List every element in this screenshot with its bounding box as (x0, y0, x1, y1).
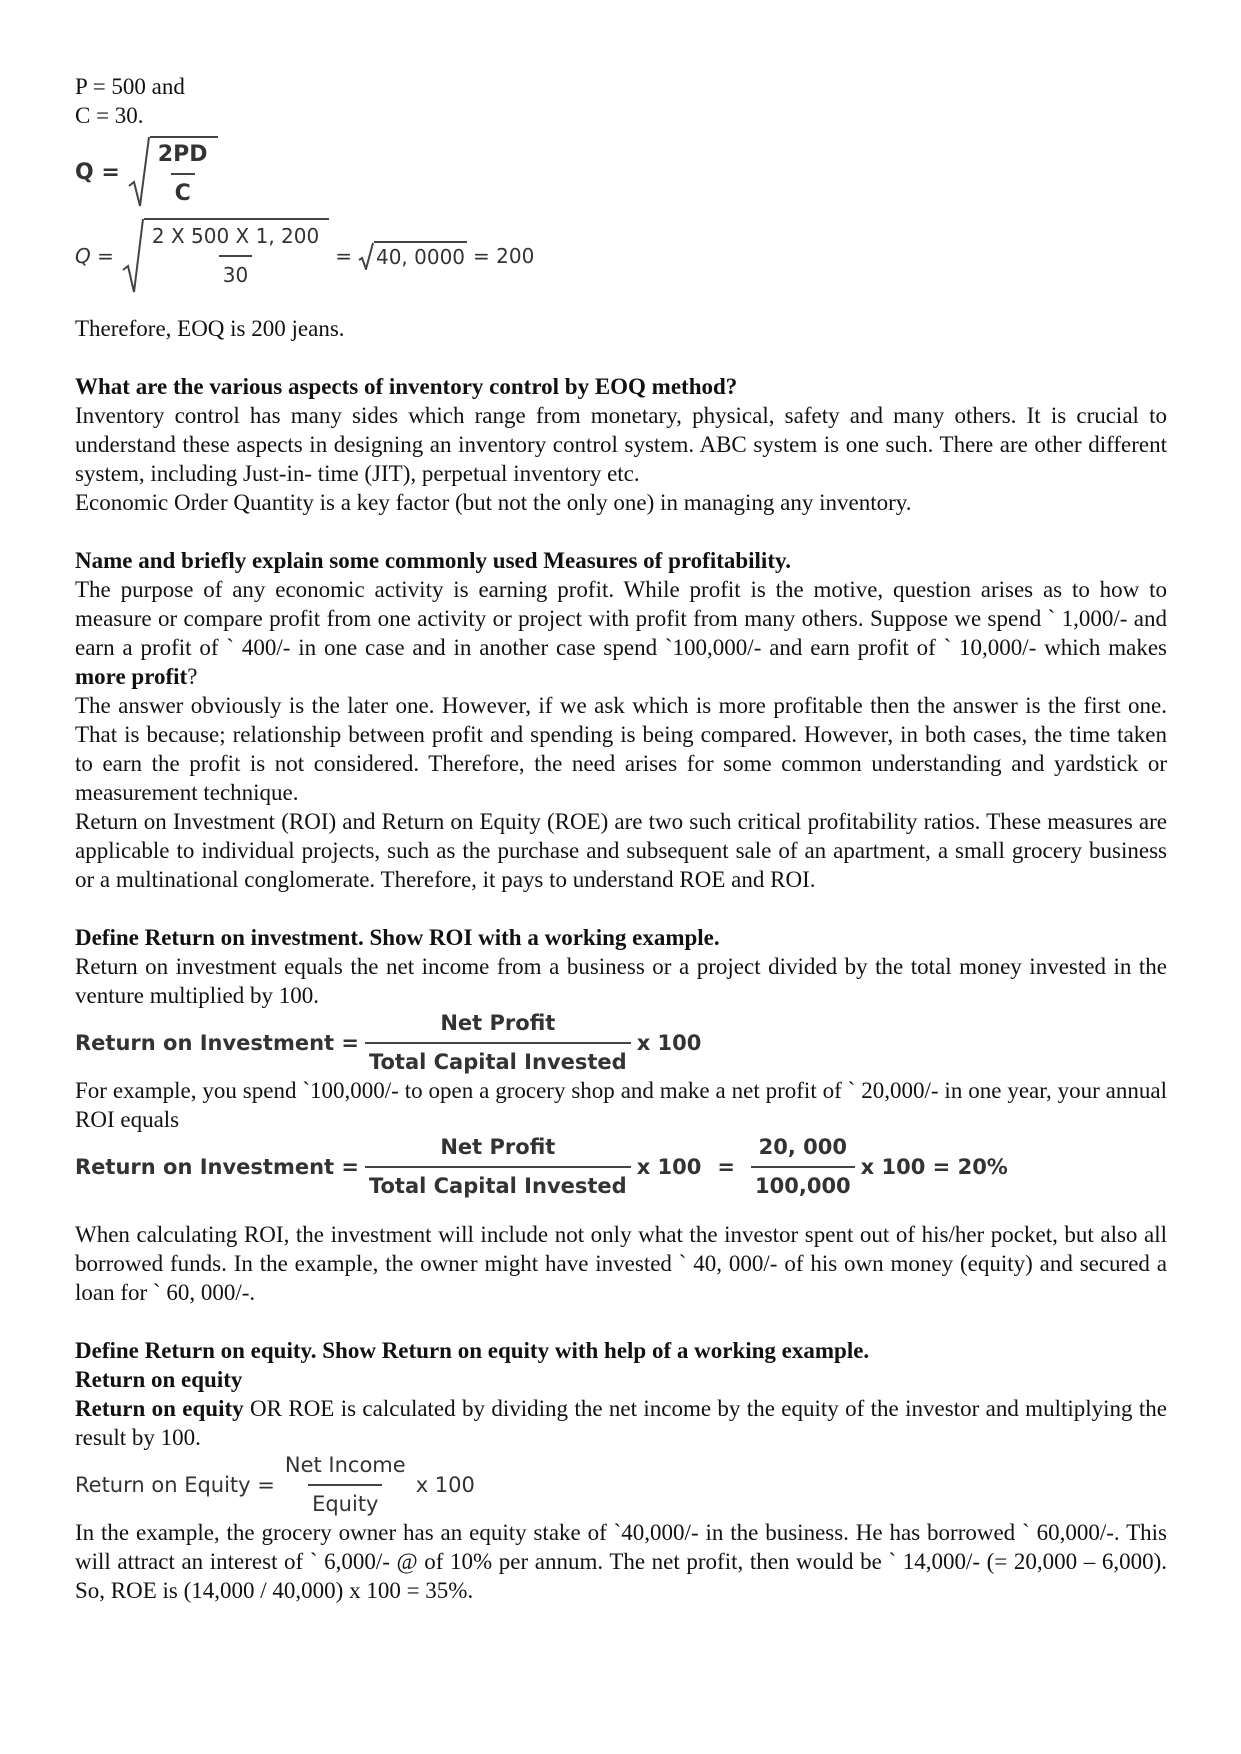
eoq-conclusion: Therefore, EOQ is 200 jeans. (75, 316, 345, 341)
roi-worked-formula (75, 1134, 1167, 1200)
eoq-calculation (75, 218, 1167, 294)
profitability-p1-bold: more profit (75, 664, 188, 689)
eoq-formula (75, 136, 1167, 208)
roi-worked-result: x 100 = 20% (860, 1154, 1008, 1179)
roe-formula-lhs: Return on Equity = (75, 1472, 275, 1497)
eoq-formula-lhs: Q = (75, 159, 120, 185)
roi-formula-lhs: Return on Investment = (75, 1030, 359, 1055)
roi-paragraph-1: Return on investment equals the net income from a business or a project divided by the total money invested in the venture multiplied by 100. (75, 954, 1167, 1008)
eoq-calc-radicand: 40, 0000 (374, 241, 467, 272)
roi-worked-equals: = (717, 1154, 736, 1179)
profitability-paragraph-2: The answer obviously is the later one. However, if we ask which is more profitable then the answer is the first one. That is because; relationship between profit and spending is being compared. However, in both cases, the time taken to earn the profit is not considered. Therefore, the need arises for some common understanding and yardstick or measurement technique. (75, 693, 1167, 805)
p-value-line: P = 500 and (75, 74, 185, 99)
radical-sign (122, 218, 144, 294)
profitability-p1-text: The purpose of any economic activity is earning profit. While profit is the motive, question arises as to how to measure or compare profit from one activity or project with profit from many others. Suppose we spend ` 1,000/- and earn a profit of ` 400/- in one case and in another case spend `100,000/- and earn profit of ` 10,000/- which makes (75, 577, 1167, 660)
eoq-calc-result: = 200 (473, 243, 535, 268)
profitability-paragraph-3: Return on Investment (ROI) and Return on Equity (ROE) are two such critical profitability ratios. These measures are applicable to individual projects, such as the purchase and subsequent sale of an apartment, a small grocery business or a multinational conglomerate. Therefore, it pays to understand ROE and ROI. (75, 809, 1167, 892)
radical-sign (128, 136, 150, 208)
roe-subheading: Return on equity (75, 1367, 243, 1392)
eoq-calc-lhs: Q = (75, 243, 114, 268)
eoq-calc-sqrt (122, 218, 329, 294)
roe-paragraph-2: In the example, the grocery owner has an equity stake of `40,000/- in the business. He has borrowed ` 60,000/-. This will attract an interest of ` 6,000/- @ of 10% per annum. The net profit, then would be ` 14,000/- (= 20,000 – 6,000). So, ROE is (14,000 / 40,000) x 100 = 35%. (75, 1520, 1167, 1603)
roi-worked-numerator-2: 20, 000 (758, 1135, 848, 1159)
eoq-formula-numerator: 2PD (157, 142, 208, 167)
roi-worked-lhs: Return on Investment = (75, 1154, 359, 1179)
roi-formula-numerator: Net Profit (440, 1011, 556, 1035)
roi-formula (75, 1010, 1167, 1076)
roi-worked-multiplier: x 100 (636, 1154, 702, 1179)
profitability-paragraph-1 (75, 575, 1167, 691)
roi-paragraph-2: For example, you spend `100,000/- to open a grocery shop and make a net profit of ` 20,000/- in one year, your annual ROI equals (75, 1078, 1167, 1132)
profitability-heading: Name and briefly explain some commonly used Measures of profitability. (75, 548, 791, 573)
roe-heading: Define Return on equity. Show Return on equity with help of a working example. (75, 1338, 870, 1363)
c-value-line: C = 30. (75, 103, 144, 128)
roi-worked-denominator-2: 100,000 (751, 1166, 855, 1201)
roi-paragraph-3: When calculating ROI, the investment will include not only what the investor spent out of his/her pocket, but also all borrowed funds. In the example, the owner might have invested ` 40, 000/- of his own money (equity) and secured a loan for ` 60, 000/-. (75, 1222, 1167, 1305)
eoq-formula-denominator: C (171, 173, 195, 208)
eoq-calc-denominator: 30 (219, 255, 252, 290)
roi-worked-numerator: Net Profit (440, 1135, 556, 1159)
eoq-calc-equals: = (335, 243, 352, 268)
roe-formula-multiplier: x 100 (415, 1472, 475, 1497)
eoq-sqrt (128, 136, 218, 208)
eoq-calc-numerator: 2 X 500 X 1, 200 (151, 224, 320, 248)
roi-worked-denominator: Total Capital Invested (365, 1166, 631, 1201)
roe-formula-denominator: Equity (308, 1484, 382, 1519)
profitability-p1-end: ? (187, 664, 198, 689)
aspects-paragraph-2: Economic Order Quantity is a key factor (but not the only one) in managing any inventory. (75, 490, 912, 515)
aspects-heading: What are the various aspects of inventory control by EOQ method? (75, 374, 738, 399)
roi-formula-denominator: Total Capital Invested (365, 1042, 631, 1077)
roi-heading: Define Return on investment. Show ROI with a working example. (75, 925, 720, 950)
eoq-calc-sqrt2 (358, 241, 467, 272)
roe-paragraph-1 (75, 1394, 1167, 1452)
document-page (75, 72, 1167, 1605)
roe-formula-numerator: Net Income (284, 1453, 406, 1477)
roe-p1-bold: Return on equity (75, 1396, 244, 1421)
aspects-paragraph-1: Inventory control has many sides which range from monetary, physical, safety and many others. It is crucial to understand these aspects in designing an inventory control system. ABC system is one such. There are other different system, including Just-in- time (JIT), perpetual inventory etc. (75, 403, 1167, 486)
roi-formula-multiplier: x 100 (636, 1030, 702, 1055)
roe-formula (75, 1452, 1167, 1518)
radical-sign (358, 242, 374, 270)
roe-p1-text: OR ROE is calculated by dividing the net income by the equity of the investor and multiplying the result by 100. (75, 1396, 1167, 1450)
